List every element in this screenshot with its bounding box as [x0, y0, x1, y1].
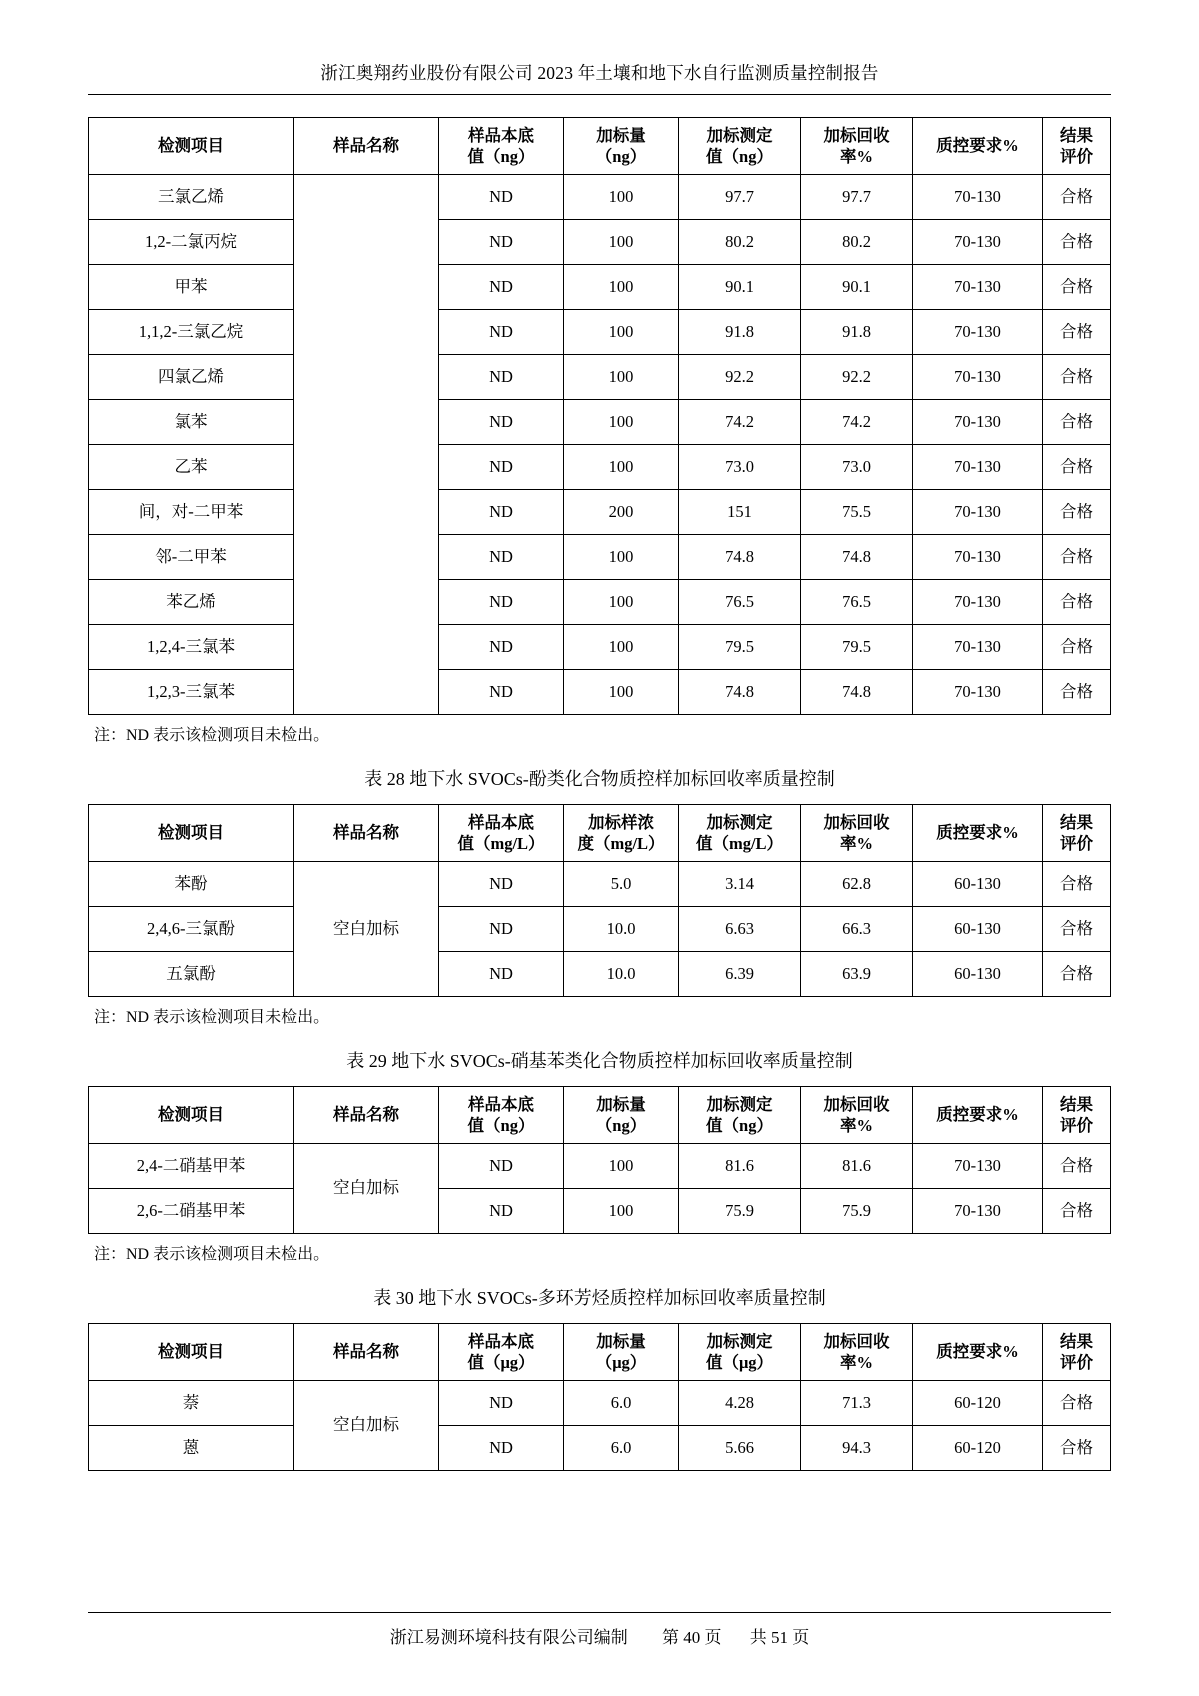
table-header-row [89, 118, 1111, 175]
cell-item: 苯乙烯 [89, 580, 294, 625]
col-header-item: 检测项目 [89, 1087, 294, 1144]
table-caption: 表 30 地下水 SVOCs-多环芳烃质控样加标回收率质量控制 [373, 1288, 826, 1308]
cell-item: 氯苯 [89, 400, 294, 445]
cell-evaluation: 合格 [1043, 625, 1111, 670]
cell-measured: 3.14 [679, 862, 801, 907]
cell-background: ND [439, 355, 564, 400]
table-30 [88, 1323, 1111, 1471]
cell-evaluation: 合格 [1043, 175, 1111, 220]
col-header-spike-concentration: 加标样浓 度（mg/L） [564, 805, 679, 862]
col-header-sample: 样品名称 [294, 1324, 439, 1381]
cell-recovery: 75.5 [801, 490, 913, 535]
col-header-evaluation: 结果 评价 [1043, 805, 1111, 862]
cell-measured: 4.28 [679, 1381, 801, 1426]
cell-spike: 10.0 [564, 907, 679, 952]
table-row [89, 670, 1111, 715]
table-row [89, 445, 1111, 490]
cell-requirement: 70-130 [913, 535, 1043, 580]
cell-evaluation: 合格 [1043, 952, 1111, 997]
cell-item: 蒽 [89, 1426, 294, 1471]
table-row [89, 625, 1111, 670]
cell-background: ND [439, 445, 564, 490]
col-header-measured: 加标测定 值（mg/L） [679, 805, 801, 862]
table-row [89, 355, 1111, 400]
cell-recovery: 74.8 [801, 670, 913, 715]
cell-background: ND [439, 535, 564, 580]
cell-spike: 100 [564, 175, 679, 220]
col-header-evaluation: 结果 评价 [1043, 118, 1111, 175]
cell-spike: 100 [564, 1144, 679, 1189]
table-row [89, 1144, 1111, 1189]
cell-measured: 6.63 [679, 907, 801, 952]
cell-background: ND [439, 1189, 564, 1234]
cell-item: 四氯乙烯 [89, 355, 294, 400]
cell-background: ND [439, 175, 564, 220]
cell-measured: 90.1 [679, 265, 801, 310]
cell-spike: 100 [564, 535, 679, 580]
cell-sample-name [294, 175, 439, 715]
cell-recovery: 79.5 [801, 625, 913, 670]
cell-evaluation: 合格 [1043, 1189, 1111, 1234]
cell-requirement: 70-130 [913, 580, 1043, 625]
cell-background: ND [439, 952, 564, 997]
col-header-recovery: 加标回收 率% [801, 805, 913, 862]
cell-recovery: 66.3 [801, 907, 913, 952]
cell-recovery: 74.8 [801, 535, 913, 580]
cell-item: 苯酚 [89, 862, 294, 907]
cell-item: 三氯乙烯 [89, 175, 294, 220]
table-header-row [89, 805, 1111, 862]
cell-requirement: 60-130 [913, 952, 1043, 997]
cell-spike: 100 [564, 580, 679, 625]
cell-background: ND [439, 862, 564, 907]
cell-requirement: 70-130 [913, 265, 1043, 310]
cell-background: ND [439, 670, 564, 715]
cell-spike: 100 [564, 220, 679, 265]
cell-evaluation: 合格 [1043, 310, 1111, 355]
cell-requirement: 60-130 [913, 907, 1043, 952]
cell-recovery: 76.5 [801, 580, 913, 625]
table-note: 注：ND 表示该检测项目未检出。 [94, 1009, 330, 1026]
table-row [89, 862, 1111, 907]
table-note: 注：ND 表示该检测项目未检出。 [94, 727, 330, 744]
table-row [89, 265, 1111, 310]
col-header-requirement: 质控要求% [913, 805, 1043, 862]
cell-spike: 100 [564, 310, 679, 355]
cell-measured: 73.0 [679, 445, 801, 490]
table-row [89, 952, 1111, 997]
col-header-recovery: 加标回收 率% [801, 1324, 913, 1381]
cell-evaluation: 合格 [1043, 220, 1111, 265]
col-header-measured: 加标测定 值（ng） [679, 1087, 801, 1144]
cell-spike: 100 [564, 355, 679, 400]
cell-measured: 5.66 [679, 1426, 801, 1471]
table-row [89, 535, 1111, 580]
cell-requirement: 70-130 [913, 220, 1043, 265]
cell-requirement: 70-130 [913, 670, 1043, 715]
cell-measured: 91.8 [679, 310, 801, 355]
cell-spike: 5.0 [564, 862, 679, 907]
page-footer [88, 1612, 1111, 1648]
cell-requirement: 70-130 [913, 625, 1043, 670]
cell-spike: 6.0 [564, 1381, 679, 1426]
table-row [89, 580, 1111, 625]
cell-item: 2,6-二硝基甲苯 [89, 1189, 294, 1234]
cell-background: ND [439, 1144, 564, 1189]
cell-background: ND [439, 400, 564, 445]
col-header-requirement: 质控要求% [913, 1087, 1043, 1144]
col-header-evaluation: 结果 评价 [1043, 1324, 1111, 1381]
table-row [89, 1426, 1111, 1471]
cell-requirement: 70-130 [913, 490, 1043, 535]
cell-spike: 100 [564, 265, 679, 310]
cell-evaluation: 合格 [1043, 535, 1111, 580]
cell-background: ND [439, 220, 564, 265]
cell-evaluation: 合格 [1043, 400, 1111, 445]
cell-recovery: 75.9 [801, 1189, 913, 1234]
cell-background: ND [439, 907, 564, 952]
table-28 [88, 804, 1111, 997]
table-row [89, 400, 1111, 445]
cell-recovery: 73.0 [801, 445, 913, 490]
cell-evaluation: 合格 [1043, 862, 1111, 907]
cell-requirement: 60-120 [913, 1381, 1043, 1426]
cell-measured: 74.8 [679, 670, 801, 715]
table-row [89, 907, 1111, 952]
cell-requirement: 60-130 [913, 862, 1043, 907]
page-header [88, 60, 1111, 95]
cell-item: 1,2,4-三氯苯 [89, 625, 294, 670]
cell-evaluation: 合格 [1043, 490, 1111, 535]
cell-evaluation: 合格 [1043, 445, 1111, 490]
cell-recovery: 92.2 [801, 355, 913, 400]
footer-total-pages: 共 51 页 [749, 1628, 810, 1647]
header-title: 浙江奥翔药业股份有限公司 2023 年土壤和地下水自行监测质量控制报告 [320, 63, 879, 83]
col-header-measured: 加标测定 值（μg） [679, 1324, 801, 1381]
table-caption: 表 28 地下水 SVOCs-酚类化合物质控样加标回收率质量控制 [364, 769, 835, 789]
col-header-item: 检测项目 [89, 805, 294, 862]
cell-measured: 74.8 [679, 535, 801, 580]
table-row [89, 220, 1111, 265]
cell-item: 甲苯 [89, 265, 294, 310]
cell-evaluation: 合格 [1043, 907, 1111, 952]
cell-recovery: 94.3 [801, 1426, 913, 1471]
col-header-evaluation: 结果 评价 [1043, 1087, 1111, 1144]
cell-requirement: 70-130 [913, 175, 1043, 220]
cell-recovery: 62.8 [801, 862, 913, 907]
cell-item: 1,2-二氯丙烷 [89, 220, 294, 265]
cell-item: 1,2,3-三氯苯 [89, 670, 294, 715]
cell-measured: 79.5 [679, 625, 801, 670]
col-header-sample: 样品名称 [294, 1087, 439, 1144]
col-header-background: 样品本底 值（ng） [439, 118, 564, 175]
table-row [89, 310, 1111, 355]
footer-page-number: 第 40 页 [662, 1628, 722, 1647]
table-row [89, 1381, 1111, 1426]
cell-recovery: 74.2 [801, 400, 913, 445]
cell-requirement: 60-120 [913, 1426, 1043, 1471]
cell-background: ND [439, 625, 564, 670]
col-header-requirement: 质控要求% [913, 1324, 1043, 1381]
cell-spike: 100 [564, 445, 679, 490]
cell-item: 邻-二甲苯 [89, 535, 294, 580]
cell-measured: 81.6 [679, 1144, 801, 1189]
cell-requirement: 70-130 [913, 1189, 1043, 1234]
footer-company: 浙江易测环境科技有限公司编制 [389, 1628, 628, 1647]
cell-spike: 100 [564, 670, 679, 715]
col-header-requirement: 质控要求% [913, 118, 1043, 175]
cell-item: 间，对-二甲苯 [89, 490, 294, 535]
cell-requirement: 70-130 [913, 355, 1043, 400]
cell-measured: 151 [679, 490, 801, 535]
cell-background: ND [439, 265, 564, 310]
col-header-item: 检测项目 [89, 1324, 294, 1381]
table-29 [88, 1086, 1111, 1234]
col-header-measured: 加标测定 值（ng） [679, 118, 801, 175]
cell-evaluation: 合格 [1043, 1381, 1111, 1426]
col-header-background: 样品本底 值（mg/L） [439, 805, 564, 862]
cell-background: ND [439, 490, 564, 535]
col-header-sample: 样品名称 [294, 805, 439, 862]
cell-spike: 200 [564, 490, 679, 535]
cell-item: 1,1,2-三氯乙烷 [89, 310, 294, 355]
cell-evaluation: 合格 [1043, 670, 1111, 715]
cell-item: 乙苯 [89, 445, 294, 490]
cell-measured: 80.2 [679, 220, 801, 265]
cell-item: 五氯酚 [89, 952, 294, 997]
cell-background: ND [439, 580, 564, 625]
cell-spike: 100 [564, 1189, 679, 1234]
cell-item: 2,4,6-三氯酚 [89, 907, 294, 952]
col-header-recovery: 加标回收 率% [801, 118, 913, 175]
cell-measured: 74.2 [679, 400, 801, 445]
cell-measured: 6.39 [679, 952, 801, 997]
cell-spike: 100 [564, 625, 679, 670]
cell-requirement: 70-130 [913, 400, 1043, 445]
col-header-background: 样品本底 值（ng） [439, 1087, 564, 1144]
cell-spike: 10.0 [564, 952, 679, 997]
cell-recovery: 91.8 [801, 310, 913, 355]
table-note: 注：ND 表示该检测项目未检出。 [94, 1246, 330, 1263]
table-row [89, 490, 1111, 535]
col-header-recovery: 加标回收 率% [801, 1087, 913, 1144]
cell-measured: 97.7 [679, 175, 801, 220]
cell-spike: 6.0 [564, 1426, 679, 1471]
cell-background: ND [439, 310, 564, 355]
page-content [88, 117, 1111, 1471]
cell-recovery: 71.3 [801, 1381, 913, 1426]
cell-measured: 76.5 [679, 580, 801, 625]
cell-sample-name: 空白加标 [294, 862, 439, 997]
cell-recovery: 81.6 [801, 1144, 913, 1189]
cell-recovery: 63.9 [801, 952, 913, 997]
col-header-background: 样品本底 值（μg） [439, 1324, 564, 1381]
cell-evaluation: 合格 [1043, 1426, 1111, 1471]
col-header-spike: 加标量 （μg） [564, 1324, 679, 1381]
table-row [89, 1189, 1111, 1234]
cell-item: 萘 [89, 1381, 294, 1426]
table-caption: 表 29 地下水 SVOCs-硝基苯类化合物质控样加标回收率质量控制 [346, 1051, 853, 1071]
table-header-row [89, 1087, 1111, 1144]
cell-sample-name: 空白加标 [294, 1381, 439, 1471]
cell-requirement: 70-130 [913, 1144, 1043, 1189]
cell-requirement: 70-130 [913, 310, 1043, 355]
cell-recovery: 80.2 [801, 220, 913, 265]
cell-measured: 75.9 [679, 1189, 801, 1234]
cell-evaluation: 合格 [1043, 355, 1111, 400]
cell-background: ND [439, 1381, 564, 1426]
cell-measured: 92.2 [679, 355, 801, 400]
cell-evaluation: 合格 [1043, 580, 1111, 625]
cell-item: 2,4-二硝基甲苯 [89, 1144, 294, 1189]
col-header-item: 检测项目 [89, 118, 294, 175]
cell-recovery: 90.1 [801, 265, 913, 310]
cell-spike: 100 [564, 400, 679, 445]
cell-recovery: 97.7 [801, 175, 913, 220]
cell-background: ND [439, 1426, 564, 1471]
col-header-spike: 加标量 （ng） [564, 1087, 679, 1144]
col-header-spike: 加标量 （ng） [564, 118, 679, 175]
cell-evaluation: 合格 [1043, 265, 1111, 310]
table-27 [88, 117, 1111, 715]
cell-evaluation: 合格 [1043, 1144, 1111, 1189]
table-row [89, 175, 1111, 220]
col-header-sample: 样品名称 [294, 118, 439, 175]
table-header-row [89, 1324, 1111, 1381]
cell-requirement: 70-130 [913, 445, 1043, 490]
cell-sample-name: 空白加标 [294, 1144, 439, 1234]
